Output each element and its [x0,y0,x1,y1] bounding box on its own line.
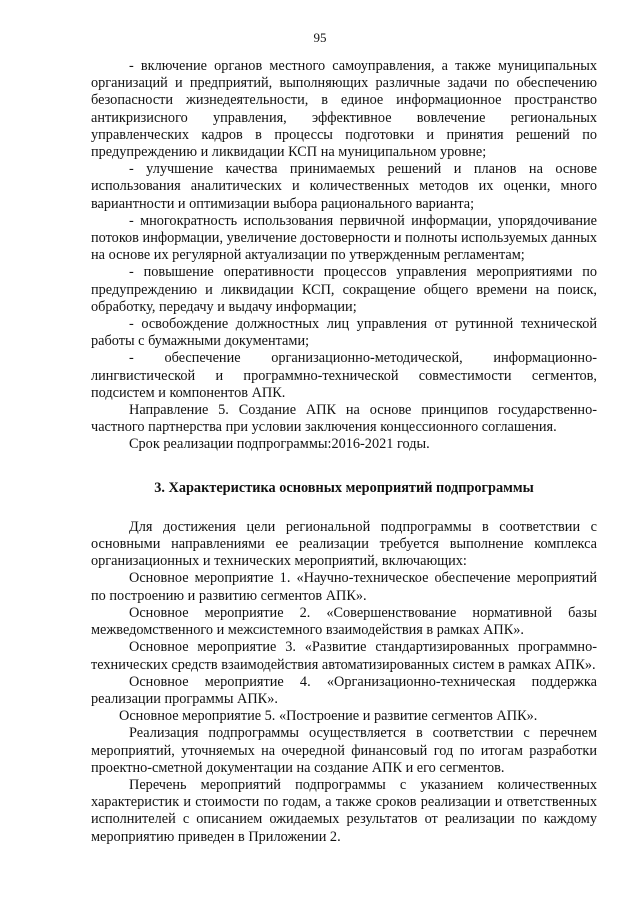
paragraph: Основное мероприятие 4. «Организационно-техническая поддержка реализации программы АПК». [91,673,597,707]
paragraph: Реализация подпрограммы осуществляется в соответствии с перечнем мероприятий, уточняемых на очередной финансовый год по итогам разработки проектно-сметной документации на создание АПК и его сегментов. [91,725,597,776]
paragraph: Перечень мероприятий подпрограммы с указанием количественных характеристик и стоимости по годам, а также сроков реализации и ответственных исполнителей с описанием ожидаемых результатов от реализации по каждому мероприятию приведен в Приложении 2. [91,776,597,845]
paragraph: Основное мероприятие 5. «Построение и развитие сегментов АПК». [119,708,538,725]
paragraph: Основное мероприятие 1. «Научно-техническое обеспечение мероприятий по построению и развитию сегментов АПК». [91,570,597,604]
paragraph: Для достижения цели региональной подпрограммы в соответствии с основными направлениями ее реализации требуется выполнение комплекса организационных и технических мероприятий, включающих: [91,518,597,570]
paragraph: Направление 5. Создание АПК на основе принципов государственно-частного партнерства при условии заключения концессионного соглашения. [91,402,597,436]
paragraph: Основное мероприятие 2. «Совершенствование нормативной базы межведомственного и межсистемного взаимодействия в рамках АПК». [91,604,597,639]
paragraph: - улучшение качества принимаемых решений и планов на основе использования аналитических и количественных методов их оценки, много вариантности и оптимизации выбора рационального варианта; [91,161,597,212]
paragraph: - повышение оперативности процессов управления мероприятиями по предупреждению и ликвидации КСП, сокращение общего времени на поиск, обработку, передачу и выдачу информации; [91,264,597,315]
paragraph: Срок реализации подпрограммы:2016-2021 годы. [129,436,430,453]
section-heading: 3. Характеристика основных мероприятий подпрограммы [154,479,534,496]
paragraph: - освобождение должностных лиц управления от рутинной технической работы с бумажными документами; [91,316,597,350]
page-number: 95 [313,30,327,45]
paragraph: - включение органов местного самоуправления, а также муниципальных организаций и предприятий, выполняющих различные задачи по обеспечению безопасности жизнедеятельности, в единое информационное пространство антикризисного управления, эффективное вовлечение региональных управленческих кадров в процессы подготовки и принятия решений по предупреждению и ликвидации КСП на муниципальном уровне; [91,58,597,161]
paragraph: Основное мероприятие 3. «Развитие стандартизированных программно-технических средств взаимодействия автоматизированных систем в рамках АПК». [91,639,597,673]
paragraph: - обеспечение организационно-методической, информационно-лингвистической и программно-технической совместимости сегментов, подсистем и компонентов АПК. [91,350,597,401]
paragraph: - многократность использования первичной информации, упорядочивание потоков информации, увеличение достоверности и полноты используемых данных на основе их регулярной актуализации по утвержденным регламентам; [91,212,597,264]
document-body [91,58,597,846]
